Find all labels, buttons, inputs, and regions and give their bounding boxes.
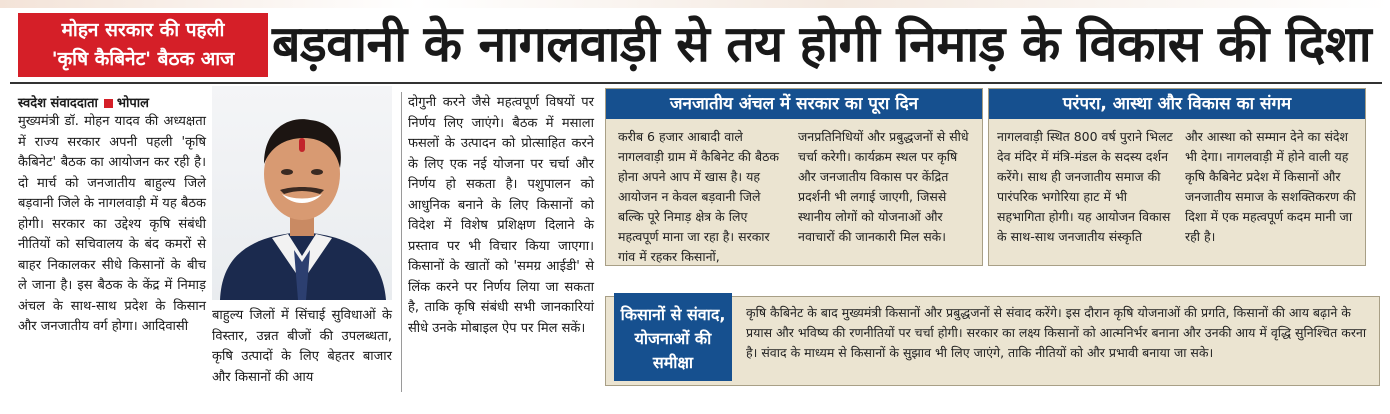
kicker-banner <box>18 13 268 77</box>
sidebar-box-tradition <box>988 88 1366 266</box>
sidebar-box-dialogue <box>605 296 1380 386</box>
article-column-3: दोगुनी करने जैसे महत्वपूर्ण विषयों पर निर्णय लिए जाएंगे। बैठक में मसाला फसलों के उत्पादन को प्रोत्साहित करने के लिए एक नई योजना पर चर्चा और निर्णय हो सकता है। पशुपालन को आधुनिक बनाने के लिए किसानों को विदेश में विशेष प्रशिक्षण दिलाने के प्रस्ताव पर भी विचार किया जाएगा। किसानों के खातों को 'समग्र आईडी' से लिंक करने पर निर्णय लिया जा सकता है, ताकि कृषि संबंधी सभी जानकारियां सीधे उनके मोबाइल ऐप पर मिल सकें। <box>408 95 594 336</box>
box-title: जनजातीय अंचल में सरकार का पूरा दिन <box>606 89 982 119</box>
box-tag: किसानों से संवाद, योजनाओं की समीक्षा <box>614 293 732 381</box>
byline <box>18 93 208 111</box>
portrait-illustration <box>212 86 392 300</box>
box-column-right: जनप्रतिनिधियों और प्रबुद्धजनों से सीधे चर्चा करेगी। कार्यक्रम स्थल पर कृषि और जनजातीय विकास पर केंद्रित प्रदर्शनी भी लगाई जाएगी, जिससे स्थानीय लोगों को योजनाओं और नवाचारों की जानकारी मिल सके। <box>798 129 969 244</box>
headline: बड़वानी के नागलवाड़ी से तय होगी निमाड़ के विकास की दिशा <box>272 15 1372 73</box>
kicker-line-2: 'कृषि कैबिनेट' बैठक आज <box>51 48 235 70</box>
box-column-left: नागलवाड़ी स्थित 800 वर्ष पुराने भिलट देव मंदिर में मंत्रि-मंडल के सदस्य दर्शन करेंगे। साथ ही जनजातीय समाज की पारंपरिक भगोरिया हाट में भी सहभागिता होगी। यह आयोजन विकास के साथ-साथ जनजातीय संस्कृति <box>997 129 1173 244</box>
byline-place: भोपाल <box>116 96 149 111</box>
column-divider <box>401 92 402 392</box>
chief-minister-photo <box>212 86 392 300</box>
box-text: कृषि कैबिनेट के बाद मुख्यमंत्री किसानों और प्रबुद्धजनों से संवाद करेंगे। इस दौरान कृषि योजनाओं की प्रगति, किसानों की आय बढ़ाने के प्रयास और भविष्य की रणनीतियों पर चर्चा होगी। सरकार का लक्ष्य किसानों को आत्मनिर्भर बनाना और उनकी आय में वृद्धि सुनिश्चित करना है। संवाद के माध्यम से किसानों के सुझाव भी लिए जाएंगे, ताकि नीतियों को और प्रभावी बनाया जा सके। <box>746 305 1367 360</box>
article-column-1: मुख्यमंत्री डॉ. मोहन यादव की अध्यक्षता में राज्य सरकार अपनी पहली 'कृषि कैबिनेट' बैठक का आयोजन कर रही है। दो मार्च को जनजातीय बाहुल्य जिले बड़वानी जिले के नागलवाड़ी में यह बैठक होगी। सरकार का उद्देश्य कृषि संबंधी नीतियों को सचिवालय के बंद कमरों से बाहर निकालकर सीधे किसानों के बीच ले जाना है। इस बैठक के केंद्र में निमाड़ अंचल के साथ-साथ प्रदेश के किसान और जनजातीय वर्ग होगा। आदिवासी <box>18 114 206 334</box>
box-column-right: और आस्था को सम्मान देने का संदेश भी देगा। नागलवाड़ी में होने वाली यह कृषि कैबिनेट प्रदेश में किसानों और जनजातीय समाज के सशक्तिकरण की दिशा में एक महत्वपूर्ण कदम मानी जा रही है। <box>1185 129 1356 244</box>
article-column-2: बाहुल्य जिलों में सिंचाई सुविधाओं के विस्तार, उन्नत बीजों की उपलब्धता, कृषि उत्पादों के लिए बेहतर बाजार और किसानों की आय <box>212 308 392 385</box>
kicker-line-1: मोहन सरकार की पहली <box>61 19 225 41</box>
box-column-left: करीब 6 हजार आबादी वाले नागलवाड़ी ग्राम में कैबिनेट की बैठक होना अपने आप में खास है। यह आयोजन न केवल बड़वानी जिले बल्कि पूरे निमाड़ क्षेत्र के लिए महत्वपूर्ण माना जा रहा है। सरकार गांव में रहकर किसानों, <box>618 129 779 264</box>
headline-rule <box>10 82 1382 84</box>
box-title: परंपरा, आस्था और विकास का संगम <box>989 89 1365 119</box>
byline-reporter: स्वदेश संवाददाता <box>18 96 98 111</box>
sidebar-box-tribal-region <box>605 88 983 266</box>
byline-square-icon <box>104 99 113 108</box>
